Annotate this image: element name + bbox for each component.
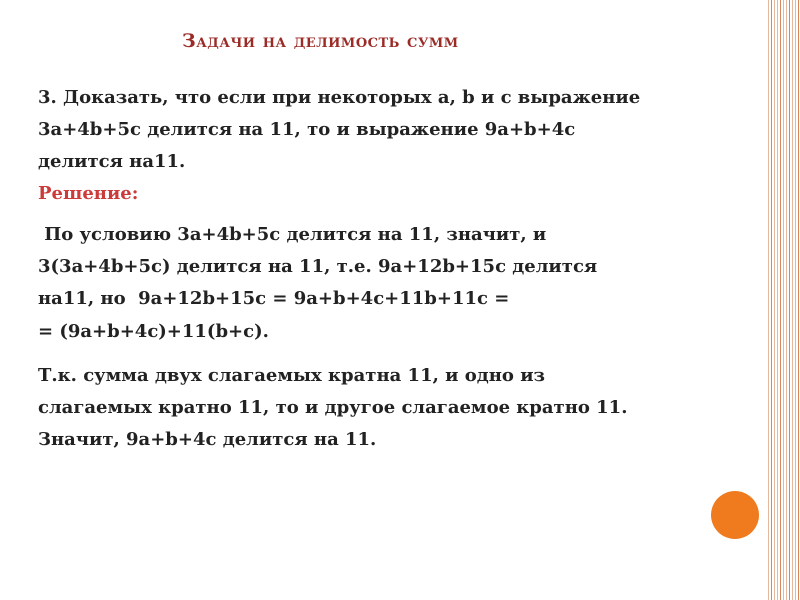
solution-text [38,219,728,315]
solution-line: 3(3a+4b+5c) делится на 11, т.е. 9a+12b+15c делится [38,256,598,277]
task-line: делится на11. [38,151,186,172]
conclusion-line: Т.к. сумма двух слагаемых кратна 11, и одно из [38,365,546,386]
conclusion-line: Значит, 9a+b+4c делится на 11. [38,429,377,450]
slide-title: Задачи на делимость сумм [182,30,459,52]
right-border-decoration [768,0,800,600]
equation-line: = (9a+b+4c)+11(b+c). [38,321,269,342]
solution-line: По условию 3a+4b+5c делится на 11, значит, и [38,224,547,245]
task-line: 3. Доказать, что если при некоторых a, b и c выражение [38,87,641,108]
task-text [38,82,728,178]
conclusion-text [38,360,728,456]
conclusion-line: слагаемых кратно 11, то и другое слагаемое кратно 11. [38,397,628,418]
solution-label: Решение: [38,183,139,204]
task-line: 3a+4b+5c делится на 11, то и выражение 9a+b+4c [38,119,576,140]
orange-circle-decoration [711,491,759,539]
solution-line: на11, но 9a+12b+15c = 9a+b+4c+11b+11c = [38,288,510,309]
